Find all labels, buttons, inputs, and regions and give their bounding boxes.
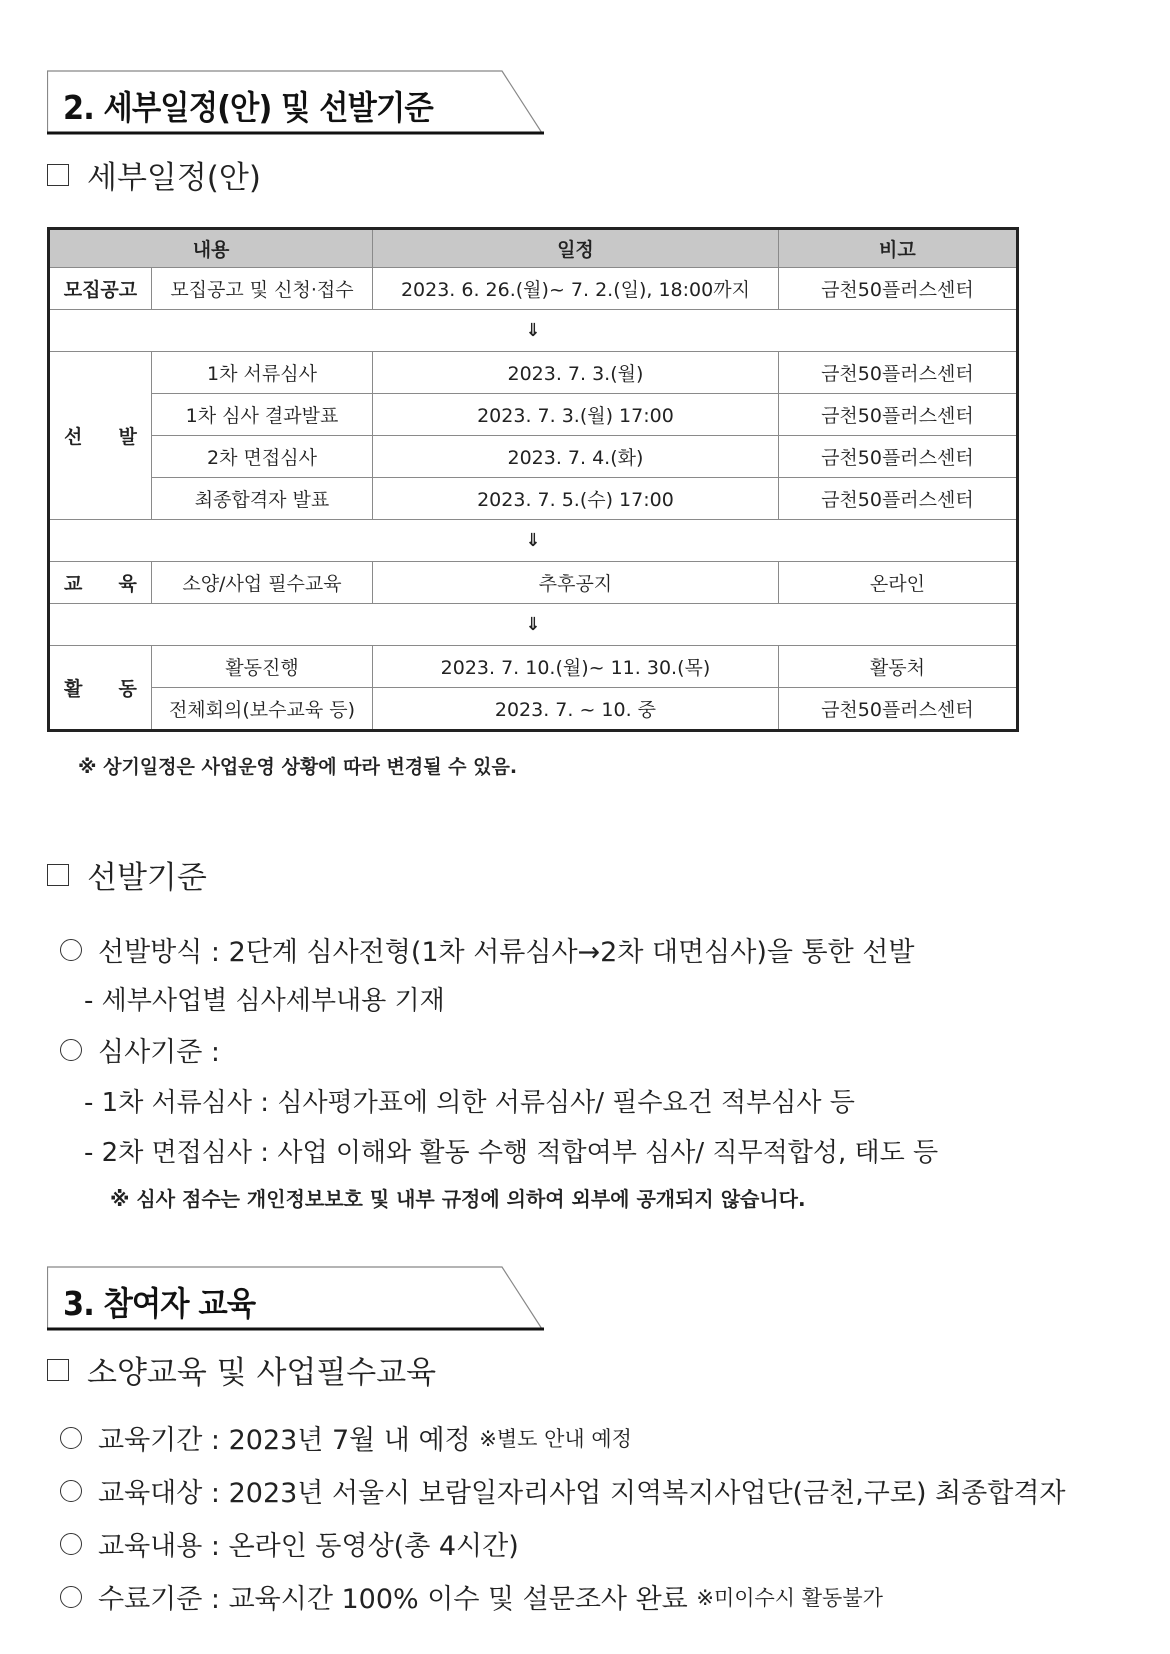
item-cell: 최종합격자 발표 [151,478,372,520]
down-arrow-icon: ⇓ [49,520,1018,562]
schedule-footnote: ※ 상기일정은 사업운영 상황에 따라 변경될 수 있음. [78,756,518,778]
criteria-method [60,930,914,969]
category-char: 육 [118,573,137,595]
table-row [49,436,1018,478]
section-2-title: 2. 세부일정(안) 및 선발기준 [63,88,433,127]
note-cell: 금천50플러스센터 [778,436,1017,478]
education-item-note: ※미이수시 활동불가 [696,1585,883,1610]
table-row [49,394,1018,436]
header-content: 내용 [49,229,373,268]
criteria-standard-item: - 2차 면접심사 : 사업 이해와 활동 수행 적합여부 심사/ 직무적합성, 태도 등 [84,1138,939,1168]
table-row [49,478,1018,520]
criteria-standard-item: - 1차 서류심사 : 심사평가표에 의한 서류심사/ 필수요건 적부심사 등 [84,1088,855,1118]
category-activity [49,646,152,731]
date-cell: 2023. 7. 3.(월) [373,352,779,394]
item-cell: 2차 면접심사 [151,436,372,478]
circle-bullet-icon [60,1586,82,1608]
circle-bullet-icon [60,1480,82,1502]
category-char: 발 [118,426,137,448]
item-cell: 1차 서류심사 [151,352,372,394]
checkbox-square-icon [47,1359,69,1381]
date-cell: 2023. 6. 26.(월)~ 7. 2.(일), 18:00까지 [373,268,779,310]
item-cell: 활동진행 [151,646,372,688]
education-item [60,1577,883,1616]
category-recruit: 모집공고 [49,268,152,310]
date-cell: 2023. 7. 3.(월) 17:00 [373,394,779,436]
criteria-standard [60,1030,220,1069]
schedule-table [47,227,1019,732]
criteria-method-sub: - 세부사업별 심사세부내용 기재 [84,986,445,1016]
schedule-heading-text: 세부일정(안) [87,160,261,196]
education-item-text: 교육내용 : 온라인 동영상(총 4시간) [98,1531,519,1562]
down-arrow-icon: ⇓ [49,310,1018,352]
section-3-header [47,1266,577,1332]
category-char: 동 [118,678,137,700]
checkbox-square-icon [47,864,69,886]
criteria-note: ※ 심사 점수는 개인정보보호 및 내부 규정에 의하여 외부에 공개되지 않습니다. [110,1187,806,1211]
table-row [49,688,1018,731]
category-char: 교 [64,573,83,595]
down-arrow-icon: ⇓ [49,604,1018,646]
education-item-text: 수료기준 : 교육시간 100% 이수 및 설문조사 완료 [98,1584,697,1615]
date-cell: 2023. 7. 5.(수) 17:00 [373,478,779,520]
date-cell: 추후공지 [373,562,779,604]
criteria-heading [47,852,207,897]
date-cell: 2023. 7. 10.(월)~ 11. 30.(목) [373,646,779,688]
education-item [60,1471,1066,1510]
circle-bullet-icon [60,1039,82,1061]
arrow-row [49,604,1018,646]
item-cell: 소양/사업 필수교육 [151,562,372,604]
education-heading [47,1347,436,1392]
header-note: 비고 [778,229,1017,268]
criteria-standard-text: 심사기준 : [98,1037,221,1068]
note-cell: 활동처 [778,646,1017,688]
category-char: 활 [64,678,83,700]
section-3-title: 3. 참여자 교육 [63,1284,256,1323]
circle-bullet-icon [60,1533,82,1555]
schedule-heading [47,152,261,197]
date-cell: 2023. 7. 4.(화) [373,436,779,478]
header-schedule: 일정 [373,229,779,268]
criteria-method-text: 선발방식 : 2단계 심사전형(1차 서류심사→2차 대면심사)을 통한 선발 [98,937,915,968]
arrow-row [49,520,1018,562]
date-cell: 2023. 7. ~ 10. 중 [373,688,779,731]
table-header-row [49,229,1018,268]
education-item-text: 교육기간 : 2023년 7월 내 예정 [98,1425,480,1456]
note-cell: 금천50플러스센터 [778,688,1017,731]
circle-bullet-icon [60,939,82,961]
item-cell: 1차 심사 결과발표 [151,394,372,436]
table-row [49,352,1018,394]
note-cell: 금천50플러스센터 [778,394,1017,436]
section-2-header [47,70,577,136]
education-item-note: ※별도 안내 예정 [479,1426,632,1451]
category-char: 선 [64,426,83,448]
category-education [49,562,152,604]
category-selection [49,352,152,520]
item-cell: 모집공고 및 신청·접수 [151,268,372,310]
arrow-row [49,310,1018,352]
table-row [49,268,1018,310]
circle-bullet-icon [60,1427,82,1449]
table-row [49,646,1018,688]
note-cell: 금천50플러스센터 [778,268,1017,310]
note-cell: 금천50플러스센터 [778,352,1017,394]
criteria-heading-text: 선발기준 [87,860,207,896]
item-cell: 전체회의(보수교육 등) [151,688,372,731]
table-row [49,562,1018,604]
education-heading-text: 소양교육 및 사업필수교육 [87,1355,437,1391]
education-item [60,1524,519,1563]
education-item [60,1418,632,1457]
checkbox-square-icon [47,164,69,186]
note-cell: 금천50플러스센터 [778,478,1017,520]
education-item-text: 교육대상 : 2023년 서울시 보람일자리사업 지역복지사업단(금천,구로) 최종합격자 [98,1478,1066,1509]
note-cell: 온라인 [778,562,1017,604]
